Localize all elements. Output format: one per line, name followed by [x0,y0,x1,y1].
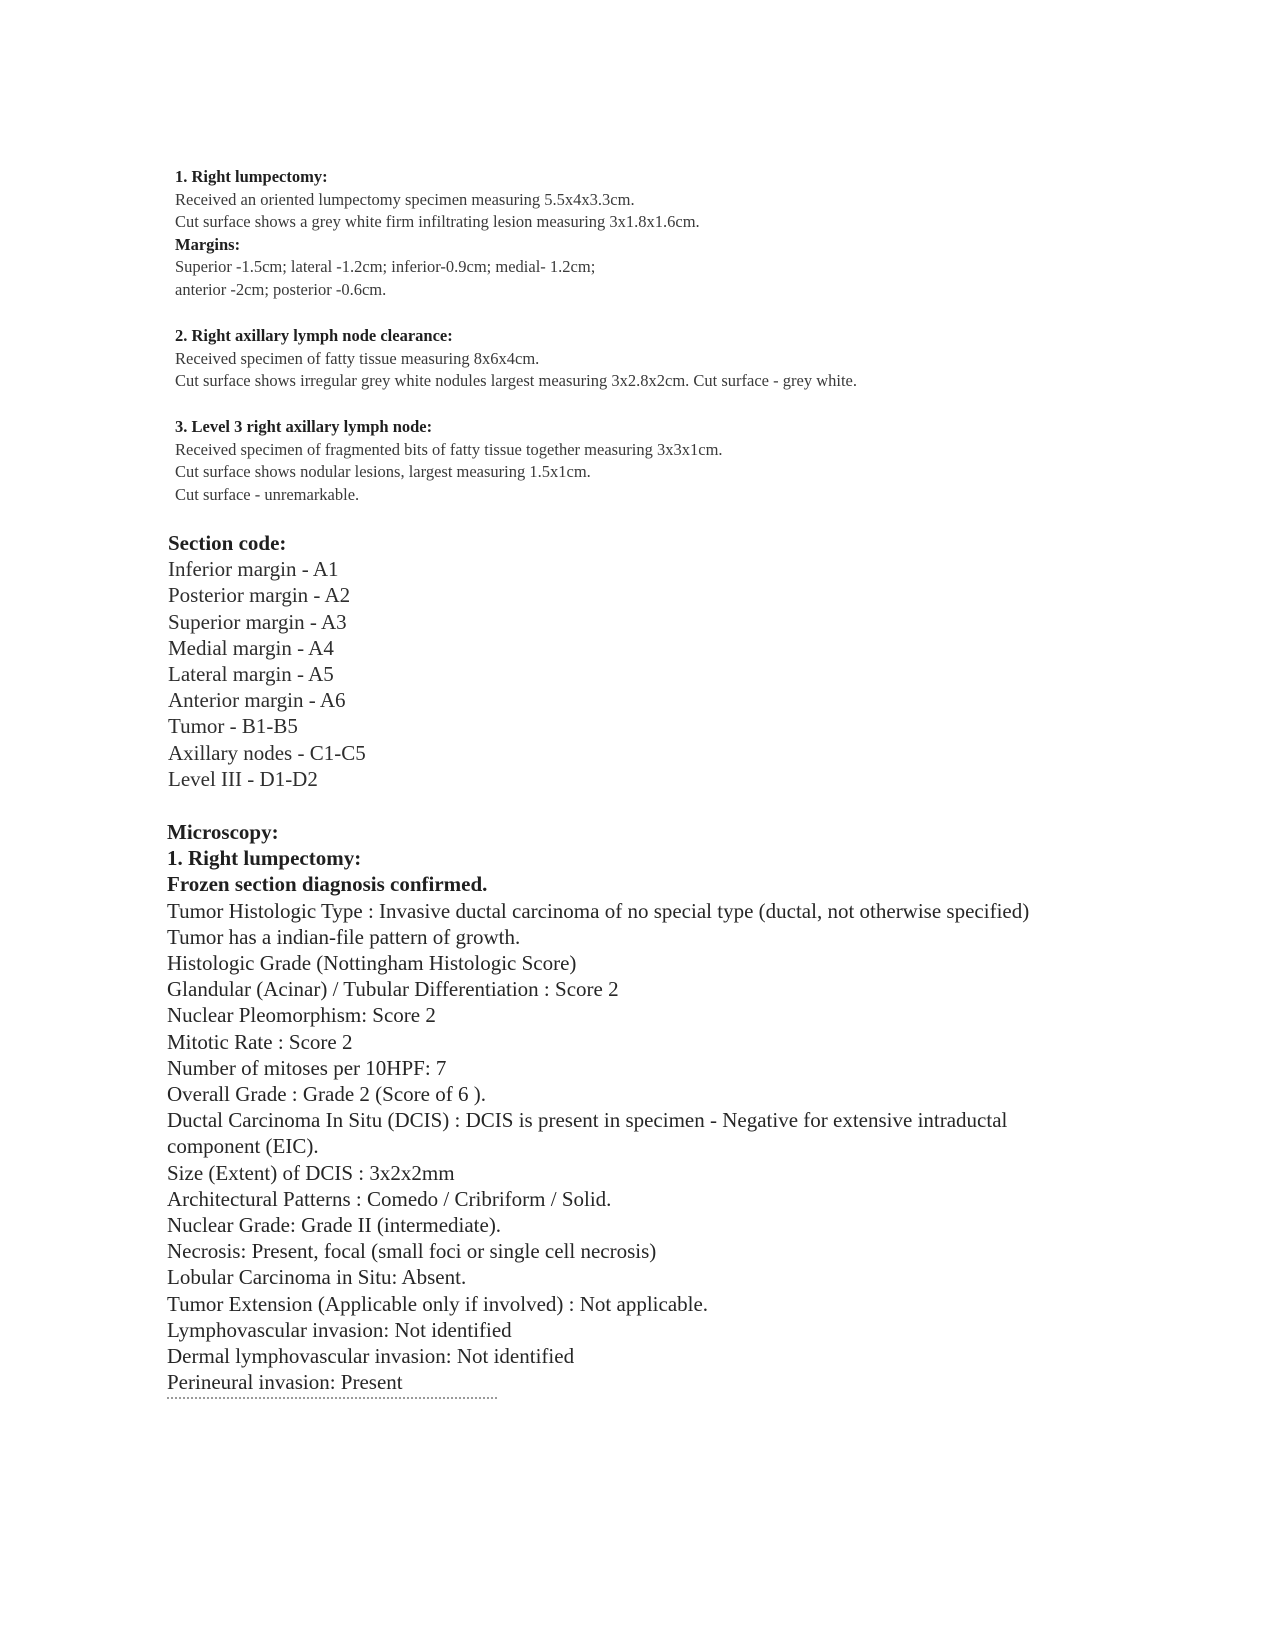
microscopy-line: component (EIC). [167,1134,319,1159]
frozen-section-confirmation: Frozen section diagnosis confirmed. [167,872,488,897]
microscopy-line: Overall Grade : Grade 2 (Score of 6 ). [167,1082,486,1107]
microscopy-line: Size (Extent) of DCIS : 3x2x2mm [167,1160,455,1185]
gross-axillary-line: Received specimen of fatty tissue measuring 8x6x4cm. [175,348,540,368]
gross-right-lumpectomy [175,166,700,301]
gross-axillary-heading: 2. Right axillary lymph node clearance: [175,326,453,345]
microscopy-line: Lobular Carcinoma in Situ: Absent. [167,1265,467,1290]
microscopy-line: Nuclear Grade: Grade II (intermediate). [167,1213,502,1238]
margins-heading: Margins: [175,234,241,254]
section-code-item: Inferior margin - A1 [168,557,339,582]
gross-lumpectomy-line: Cut surface shows a grey white firm infiltrating lesion measuring 3x1.8x1.6cm. [175,212,700,231]
margins-line: Superior -1.5cm; lateral -1.2cm; inferior-0.9cm; medial- 1.2cm; [175,257,596,276]
microscopy-line: Lymphovascular invasion: Not identified [167,1317,512,1342]
cut-off-text-fragment [167,1397,497,1402]
gross-level3-line: Cut surface shows nodular lesions, largest measuring 1.5x1cm. [175,462,591,481]
section-code-item: Anterior margin - A6 [168,688,346,713]
microscopy-section [167,819,1029,1395]
section-code-item: Tumor - B1-B5 [168,714,298,739]
microscopy-line: Glandular (Acinar) / Tubular Differentiation : Score 2 [167,977,619,1002]
microscopy-line: Dermal lymphovascular invasion: Not identified [167,1344,575,1369]
gross-axillary-line: Cut surface shows irregular grey white nodules largest measuring 3x2.8x2cm. Cut surface - grey white. [175,371,857,390]
gross-lumpectomy-heading: 1. Right lumpectomy: [175,167,328,186]
microscopy-line: Tumor Extension (Applicable only if involved) : Not applicable. [167,1291,709,1316]
microscopy-line: Histologic Grade (Nottingham Histologic Score) [167,951,577,976]
microscopy-line: Nuclear Pleomorphism: Score 2 [167,1003,436,1028]
gross-level3-heading: 3. Level 3 right axillary lymph node: [175,417,433,436]
gross-axillary-clearance [175,325,857,393]
gross-lumpectomy-line: Received an oriented lumpectomy specimen measuring 5.5x4x3.3cm. [175,189,635,209]
section-code-item: Superior margin - A3 [168,609,347,634]
microscopy-line: Ductal Carcinoma In Situ (DCIS) : DCIS is present in specimen - Negative for extensive intraductal [167,1108,1008,1133]
microscopy-line: Necrosis: Present, focal (small foci or single cell necrosis) [167,1239,657,1264]
microscopy-heading: Microscopy: [167,820,279,844]
section-code-item: Level III - D1-D2 [168,766,318,791]
gross-level3-line: Cut surface - unremarkable. [175,484,360,504]
margins-line: anterior -2cm; posterior -0.6cm. [175,279,387,299]
section-code-heading: Section code: [168,531,287,555]
section-code-item: Lateral margin - A5 [168,662,334,687]
section-code-item: Posterior margin - A2 [168,583,351,608]
microscopy-line: Tumor has a indian-file pattern of growth. [167,924,521,949]
microscopy-subheading: 1. Right lumpectomy: [167,846,362,871]
section-code-item: Medial margin - A4 [168,635,334,660]
section-code-item: Axillary nodes - C1-C5 [168,740,366,765]
microscopy-line: Architectural Patterns : Comedo / Cribriform / Solid. [167,1186,612,1211]
microscopy-line: Number of mitoses per 10HPF: 7 [167,1055,447,1080]
microscopy-line: Perineural invasion: Present [167,1370,403,1395]
gross-level3-line: Received specimen of fragmented bits of fatty tissue together measuring 3x3x1cm. [175,439,723,459]
microscopy-line: Tumor Histologic Type : Invasive ductal carcinoma of no special type (ductal, not otherwise specified) [167,898,1030,923]
microscopy-line: Mitotic Rate : Score 2 [167,1029,353,1054]
section-code [168,530,366,792]
gross-level3-node [175,416,723,506]
